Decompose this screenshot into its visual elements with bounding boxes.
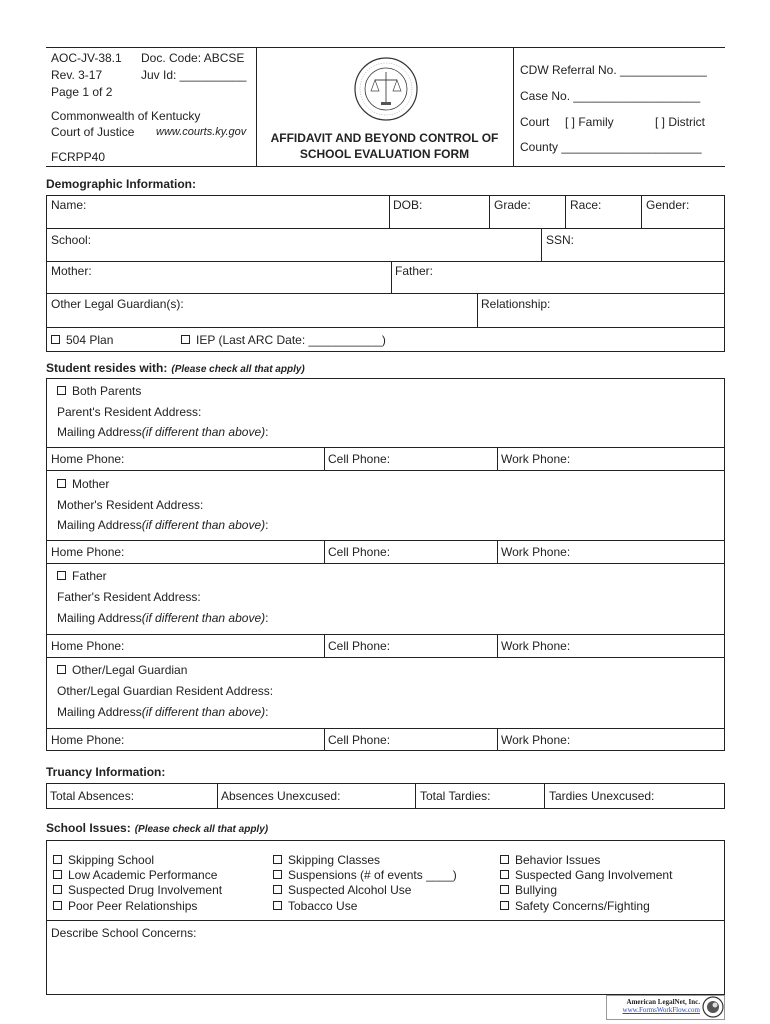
checkbox-icon[interactable] bbox=[53, 855, 62, 864]
issue-skipping-school[interactable] bbox=[53, 853, 154, 867]
issue-label: Suspected Gang Involvement bbox=[515, 868, 673, 882]
row-divider bbox=[46, 634, 725, 635]
truancy-heading: Truancy Information: bbox=[46, 765, 166, 779]
issue-label: Tobacco Use bbox=[288, 899, 358, 913]
issue-label: Suspected Alcohol Use bbox=[288, 883, 412, 897]
family-court-option[interactable]: [ ] Family bbox=[565, 115, 614, 129]
both-parents-label: Both Parents bbox=[72, 384, 142, 398]
guardian-cell-phone-field[interactable]: Cell Phone: bbox=[328, 733, 391, 747]
checkbox-icon[interactable] bbox=[53, 870, 62, 879]
district-court-option[interactable]: [ ] District bbox=[655, 115, 705, 129]
kentucky-seal-icon bbox=[353, 56, 419, 122]
court-of-justice-label: Court of Justice bbox=[51, 125, 135, 139]
footer-brand-name: American LegalNet, Inc. bbox=[626, 998, 700, 1006]
col-divider bbox=[391, 261, 392, 293]
father-resident-address-field[interactable]: Father's Resident Address: bbox=[57, 590, 201, 604]
commonwealth-label: Commonwealth of Kentucky bbox=[51, 109, 201, 123]
col-divider bbox=[324, 728, 325, 751]
issue-gang-involvement[interactable] bbox=[500, 868, 672, 882]
father-home-phone-field[interactable]: Home Phone: bbox=[51, 639, 125, 653]
issue-safety-concerns[interactable] bbox=[500, 899, 650, 913]
relationship-field[interactable]: Relationship: bbox=[481, 297, 551, 311]
col-divider bbox=[544, 783, 545, 809]
row-divider bbox=[46, 563, 725, 564]
cdw-referral-field[interactable]: CDW Referral No. _____________ bbox=[520, 63, 707, 77]
issue-suspensions[interactable] bbox=[273, 868, 457, 882]
issue-label: Skipping Classes bbox=[288, 853, 381, 867]
parents-work-phone-field[interactable]: Work Phone: bbox=[501, 452, 571, 466]
issue-label: Poor Peer Relationships bbox=[68, 899, 198, 913]
checkbox-icon[interactable] bbox=[53, 885, 62, 894]
ssn-field[interactable]: SSN: bbox=[546, 233, 575, 247]
school-issues-heading bbox=[46, 821, 268, 835]
iep-option[interactable] bbox=[181, 333, 386, 347]
issue-label: Suspensions (# of events ____) bbox=[288, 868, 457, 882]
mailing-colon: : bbox=[265, 611, 269, 625]
mother-mailing-address-field[interactable] bbox=[57, 518, 268, 532]
court-label: Court bbox=[520, 115, 550, 129]
row-divider bbox=[46, 728, 725, 729]
col-divider bbox=[415, 783, 416, 809]
mailing-suffix: (if different than above) bbox=[141, 705, 266, 719]
mother-cell-phone-field[interactable]: Cell Phone: bbox=[328, 545, 391, 559]
col-divider bbox=[497, 634, 498, 657]
school-issues-heading-text: School Issues: bbox=[46, 821, 131, 835]
resides-heading bbox=[46, 361, 305, 375]
col-divider bbox=[497, 728, 498, 751]
describe-concerns-field[interactable]: Describe School Concerns: bbox=[51, 926, 197, 940]
school-field[interactable]: School: bbox=[51, 233, 92, 247]
demographic-border bbox=[46, 195, 725, 352]
form-number: AOC-JV-38.1 bbox=[51, 51, 122, 65]
form-title-line2: SCHOOL EVALUATION FORM bbox=[299, 147, 470, 161]
checkbox-icon[interactable] bbox=[273, 885, 282, 894]
guardian-work-phone-field[interactable]: Work Phone: bbox=[501, 733, 571, 747]
tardies-unexcused-field[interactable]: Tardies Unexcused: bbox=[549, 789, 655, 803]
race-field[interactable]: Race: bbox=[570, 198, 602, 212]
name-field[interactable]: Name: bbox=[51, 198, 87, 212]
both-parents-option[interactable] bbox=[57, 384, 141, 398]
col-divider bbox=[217, 783, 218, 809]
total-absences-field[interactable]: Total Absences: bbox=[50, 789, 135, 803]
header-bottom-rule bbox=[46, 166, 725, 167]
guardian-resident-address-field[interactable]: Other/Legal Guardian Resident Address: bbox=[57, 684, 274, 698]
case-number-field[interactable]: Case No. ___________________ bbox=[520, 89, 701, 103]
plan-504-label: 504 Plan bbox=[66, 333, 114, 347]
checkbox-icon[interactable] bbox=[273, 855, 282, 864]
father-work-phone-field[interactable]: Work Phone: bbox=[501, 639, 571, 653]
issue-alcohol-use[interactable] bbox=[273, 883, 411, 897]
col-divider bbox=[497, 540, 498, 563]
mother-option[interactable] bbox=[57, 477, 109, 491]
issue-bullying[interactable] bbox=[500, 883, 557, 897]
col-divider bbox=[324, 634, 325, 657]
mailing-colon: : bbox=[265, 705, 269, 719]
juv-id-field[interactable]: Juv Id: __________ bbox=[141, 68, 247, 82]
issue-low-academic[interactable] bbox=[53, 868, 217, 882]
checkbox-icon[interactable] bbox=[57, 665, 66, 674]
col-divider bbox=[489, 195, 490, 228]
father-option[interactable] bbox=[57, 569, 107, 583]
mother-field[interactable]: Mother: bbox=[51, 264, 92, 278]
row-divider bbox=[46, 327, 725, 328]
row-divider bbox=[46, 920, 725, 921]
issue-label: Suspected Drug Involvement bbox=[68, 883, 223, 897]
row-divider bbox=[46, 657, 725, 658]
checkbox-icon[interactable] bbox=[57, 386, 66, 395]
mailing-colon: : bbox=[265, 425, 269, 439]
checkbox-icon[interactable] bbox=[57, 479, 66, 488]
doc-code: Doc. Code: ABCSE bbox=[141, 51, 245, 65]
mailing-suffix: (if different than above) bbox=[141, 425, 266, 439]
father-mailing-address-field[interactable] bbox=[57, 611, 268, 625]
issue-poor-peer[interactable] bbox=[53, 899, 197, 913]
checkbox-icon[interactable] bbox=[51, 335, 60, 344]
checkbox-icon[interactable] bbox=[273, 870, 282, 879]
dob-field[interactable]: DOB: bbox=[393, 198, 423, 212]
checkbox-icon[interactable] bbox=[57, 571, 66, 580]
row-divider bbox=[46, 470, 725, 471]
grade-field[interactable]: Grade: bbox=[494, 198, 531, 212]
issue-skipping-classes[interactable] bbox=[273, 853, 380, 867]
col-divider bbox=[565, 195, 566, 228]
father-label: Father bbox=[72, 569, 107, 583]
col-divider bbox=[477, 293, 478, 327]
mailing-prefix: Mailing Address bbox=[57, 611, 142, 625]
header-divider-right bbox=[513, 47, 514, 167]
guardian-label: Other/Legal Guardian bbox=[72, 663, 188, 677]
issue-label: Low Academic Performance bbox=[68, 868, 218, 882]
checkbox-icon[interactable] bbox=[500, 870, 509, 879]
footer-url-link[interactable]: www.FormsWorkFlow.com bbox=[622, 1006, 700, 1014]
iep-label: IEP (Last ARC Date: ___________) bbox=[196, 333, 386, 347]
mother-label: Mother bbox=[72, 477, 110, 491]
parents-cell-phone-field[interactable]: Cell Phone: bbox=[328, 452, 391, 466]
col-divider bbox=[641, 195, 642, 228]
father-field[interactable]: Father: bbox=[395, 264, 434, 278]
issue-label: Behavior Issues bbox=[515, 853, 601, 867]
checkbox-icon[interactable] bbox=[500, 855, 509, 864]
mailing-colon: : bbox=[265, 518, 269, 532]
issue-label: Skipping School bbox=[68, 853, 155, 867]
guardian-option[interactable] bbox=[57, 663, 187, 677]
row-divider bbox=[46, 261, 725, 262]
resides-heading-text: Student resides with: bbox=[46, 361, 168, 375]
parents-resident-address-field[interactable]: Parent's Resident Address: bbox=[57, 405, 202, 419]
revision: Rev. 3-17 bbox=[51, 68, 103, 82]
row-divider bbox=[46, 540, 725, 541]
issue-tobacco-use[interactable] bbox=[273, 899, 357, 913]
mother-resident-address-field[interactable]: Mother's Resident Address: bbox=[57, 498, 204, 512]
resides-note: (Please check all that apply) bbox=[171, 364, 305, 375]
header-divider-left bbox=[256, 47, 257, 167]
col-divider bbox=[541, 228, 542, 261]
issue-label: Safety Concerns/Fighting bbox=[515, 899, 650, 913]
mailing-prefix: Mailing Address bbox=[57, 518, 142, 532]
total-tardies-field[interactable]: Total Tardies: bbox=[420, 789, 491, 803]
mailing-prefix: Mailing Address bbox=[57, 425, 142, 439]
parents-home-phone-field[interactable]: Home Phone: bbox=[51, 452, 125, 466]
checkbox-icon[interactable] bbox=[181, 335, 190, 344]
mother-work-phone-field[interactable]: Work Phone: bbox=[501, 545, 571, 559]
page-number: Page 1 of 2 bbox=[51, 85, 113, 99]
guardian-home-phone-field[interactable]: Home Phone: bbox=[51, 733, 125, 747]
col-divider bbox=[389, 195, 390, 228]
issue-behavior[interactable] bbox=[500, 853, 600, 867]
absences-unexcused-field[interactable]: Absences Unexcused: bbox=[221, 789, 341, 803]
row-divider bbox=[46, 228, 725, 229]
checkbox-icon[interactable] bbox=[273, 901, 282, 910]
form-title-line1: AFFIDAVIT AND BEYOND CONTROL OF bbox=[270, 131, 499, 145]
plan-504-option[interactable] bbox=[51, 333, 113, 347]
col-divider bbox=[324, 447, 325, 470]
parents-mailing-address-field[interactable] bbox=[57, 425, 268, 439]
demographic-heading: Demographic Information: bbox=[46, 177, 197, 191]
mailing-suffix: (if different than above) bbox=[141, 518, 266, 532]
website-link[interactable]: www.courts.ky.gov bbox=[156, 126, 247, 138]
fcrpp-code: FCRPP40 bbox=[51, 150, 106, 164]
issue-label: Bullying bbox=[515, 883, 558, 897]
checkbox-icon[interactable] bbox=[500, 885, 509, 894]
father-cell-phone-field[interactable]: Cell Phone: bbox=[328, 639, 391, 653]
checkbox-icon[interactable] bbox=[53, 901, 62, 910]
footer-logo-frame bbox=[606, 995, 725, 1020]
county-field[interactable]: County _____________________ bbox=[520, 140, 702, 154]
other-guardians-field[interactable]: Other Legal Guardian(s): bbox=[51, 297, 184, 311]
mailing-suffix: (if different than above) bbox=[141, 611, 266, 625]
guardian-mailing-address-field[interactable] bbox=[57, 705, 268, 719]
col-divider bbox=[324, 540, 325, 563]
mother-home-phone-field[interactable]: Home Phone: bbox=[51, 545, 125, 559]
gender-field[interactable]: Gender: bbox=[646, 198, 690, 212]
col-divider bbox=[497, 447, 498, 470]
row-divider bbox=[46, 447, 725, 448]
school-issues-note: (Please check all that apply) bbox=[134, 824, 269, 835]
row-divider bbox=[46, 293, 725, 294]
checkbox-icon[interactable] bbox=[500, 901, 509, 910]
header-top-rule bbox=[46, 47, 725, 48]
mailing-prefix: Mailing Address bbox=[57, 705, 142, 719]
issue-drug-involvement[interactable] bbox=[53, 883, 222, 897]
